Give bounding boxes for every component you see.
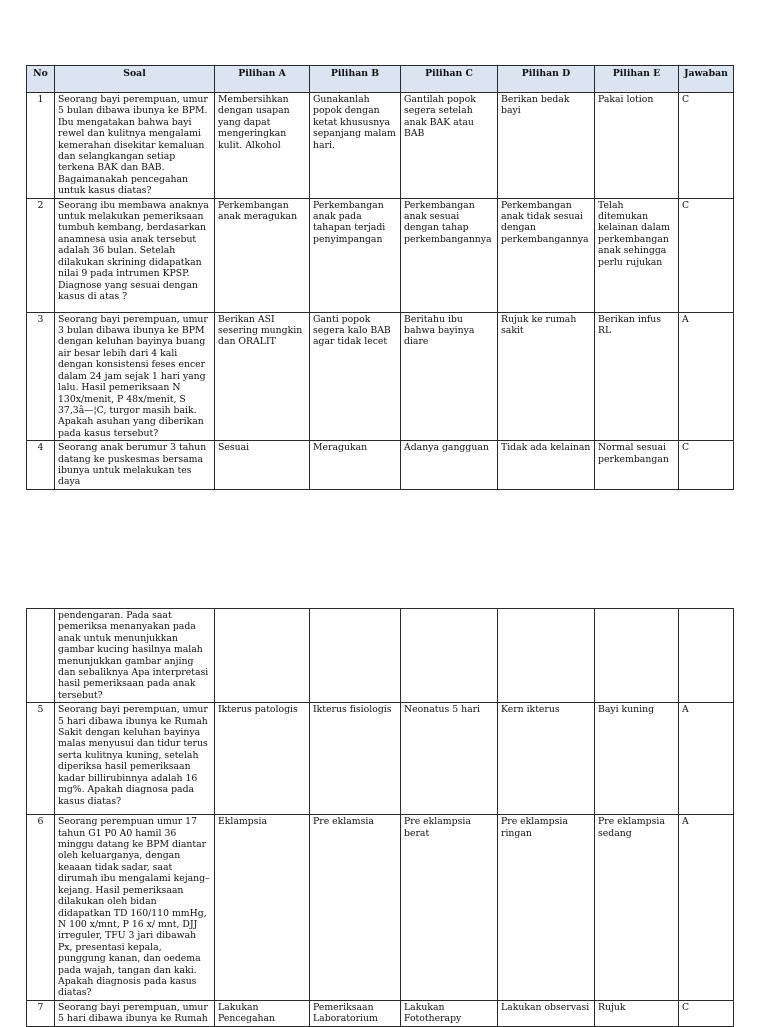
table-row <box>27 93 734 199</box>
question-table-page-2 <box>26 608 734 1027</box>
option-e: Normal sesuai perkembangan <box>595 441 679 490</box>
option-c: Beritahu ibu bahwa bayinya diare <box>401 312 498 440</box>
question-text: pendengaran. Pada saat pemeriksa menanyakan pada anak untuk menunjukkan gambar kucing hasilnya malah menunjukkan gambar anjing dan sebaliknya Apa interpretasi hasil pemeriksaan pada anak tersebut? <box>55 609 215 703</box>
option-a <box>215 609 310 703</box>
option-c: Lakukan Fototherapy <box>401 1000 498 1026</box>
header-pilihan-a: Pilihan A <box>215 66 310 93</box>
answer <box>679 609 734 703</box>
row-number: 3 <box>27 312 55 440</box>
answer: C <box>679 441 734 490</box>
option-e: Berikan infus RL <box>595 312 679 440</box>
option-a: Ikterus patologis <box>215 703 310 815</box>
option-e: Pre eklampsia sedang <box>595 815 679 1001</box>
row-number: 7 <box>27 1000 55 1026</box>
table-row <box>27 703 734 815</box>
row-number <box>27 609 55 703</box>
option-b: Meragukan <box>310 441 401 490</box>
row-number: 2 <box>27 198 55 312</box>
option-e <box>595 609 679 703</box>
question-text: Seorang ibu membawa anaknya untuk melakukan pemeriksaan tumbuh kembang, berdasarkan anamnesa usia anak tersebut adalah 36 bulan. Setelah dilakukan skrining didapatkan nilai 9 pada intrumen KPSP. Diagnose yang sesuai dengan kasus di atas ? <box>55 198 215 312</box>
header-pilihan-c: Pilihan C <box>401 66 498 93</box>
question-text: Seorang bayi perempuan, umur 5 bulan dibawa ibunya ke BPM. Ibu mengatakan bahwa bayi rewel dan kulitnya mengalami kemerahan disekitar kemaluan dan selangkangan setiap terkena BAK dan BAB. Bagaimanakah pencegahan untuk kasus diatas? <box>55 93 215 199</box>
option-a: Berikan ASI sesering mungkin dan ORALIT <box>215 312 310 440</box>
table-row <box>27 441 734 490</box>
option-e: Pakai lotion <box>595 93 679 199</box>
answer: A <box>679 815 734 1001</box>
table-row <box>27 609 734 703</box>
option-d: Lakukan observasi <box>498 1000 595 1026</box>
answer: C <box>679 1000 734 1026</box>
option-c: Gantilah popok segera setelah anak BAK atau BAB <box>401 93 498 199</box>
option-b: Pre eklamsia <box>310 815 401 1001</box>
answer: A <box>679 703 734 815</box>
header-pilihan-b: Pilihan B <box>310 66 401 93</box>
table-row <box>27 815 734 1001</box>
option-e: Telah ditemukan kelainan dalam perkembangan anak sehingga perlu rujukan <box>595 198 679 312</box>
answer: C <box>679 93 734 199</box>
option-a: Sesuai <box>215 441 310 490</box>
option-c <box>401 609 498 703</box>
row-number: 6 <box>27 815 55 1001</box>
table-row <box>27 312 734 440</box>
answer: A <box>679 312 734 440</box>
option-d: Pre eklampsia ringan <box>498 815 595 1001</box>
option-a: Lakukan Pencegahan <box>215 1000 310 1026</box>
option-d: Berikan bedak bayi <box>498 93 595 199</box>
question-text: Seorang bayi perempuan, umur 3 bulan dibawa ibunya ke BPM dengan keluhan bayinya buang air besar lebih dari 4 kali dengan konsistensi feses encer dalam 24 jam sejak 1 hari yang lalu. Hasil pemeriksaan N 130x/menit, P 48x/menit, S 37,3â—¦C, turgor masih baik. Apakah asuhan yang diberikan pada kasus tersebut? <box>55 312 215 440</box>
header-soal: Soal <box>55 66 215 93</box>
option-b: Perkembangan anak pada tahapan terjadi penyimpangan <box>310 198 401 312</box>
option-d: Rujuk ke rumah sakit <box>498 312 595 440</box>
row-number: 1 <box>27 93 55 199</box>
option-b: Gunakanlah popok dengan ketat khususnya sepanjang malam hari. <box>310 93 401 199</box>
row-number: 4 <box>27 441 55 490</box>
header-no: No <box>27 66 55 93</box>
option-b <box>310 609 401 703</box>
option-c: Perkembangan anak sesuai dengan tahap perkembangannya <box>401 198 498 312</box>
option-e: Bayi kuning <box>595 703 679 815</box>
option-d <box>498 609 595 703</box>
question-text: Seorang bayi perempuan, umur 5 hari dibawa ibunya ke Rumah <box>55 1000 215 1026</box>
row-number: 5 <box>27 703 55 815</box>
question-text: Seorang perempuan umur 17 tahun G1 P0 A0 hamil 36 minggu datang ke BPM diantar oleh keluarganya, dengan keaaan tidak sadar, saat dirumah ibu mengalami kejang–kejang. Hasil pemeriksaan dilakukan oleh bidan didapatkan TD 160/110 mmHg, N 100 x/mnt, P 16 x/ mnt, DJJ irreguler, TFU 3 jari dibawah Px, presentasi kepala, punggung kanan, dan oedema pada wajah, tangan dan kaki. Apakah diagnosis pada kasus diatas? <box>55 815 215 1001</box>
option-c: Adanya gangguan <box>401 441 498 490</box>
option-b: Pemeriksaan Laboratorium <box>310 1000 401 1026</box>
answer: C <box>679 198 734 312</box>
question-text: Seorang bayi perempuan, umur 5 hari dibawa ibunya ke Rumah Sakit dengan keluhan bayinya malas menyusui dan tidur terus serta kulitnya kuning, setelah diperiksa hasil pemeriksaan kadar billirubinnya adalah 16 mg%. Apakah diagnosa pada kasus diatas? <box>55 703 215 815</box>
question-text: Seorang anak berumur 3 tahun datang ke puskesmas bersama ibunya untuk melakukan tes daya <box>55 441 215 490</box>
option-d: Tidak ada kelainan <box>498 441 595 490</box>
table-row <box>27 1000 734 1026</box>
option-c: Pre eklampsia berat <box>401 815 498 1001</box>
option-c: Neonatus 5 hari <box>401 703 498 815</box>
option-d: Perkembangan anak tidak sesuai dengan perkembangannya <box>498 198 595 312</box>
option-b: Ganti popok segera kalo BAB agar tidak lecet <box>310 312 401 440</box>
option-b: Ikterus fisiologis <box>310 703 401 815</box>
option-e: Rujuk <box>595 1000 679 1026</box>
table-header-row <box>27 66 734 93</box>
header-pilihan-d: Pilihan D <box>498 66 595 93</box>
option-a: Eklampsia <box>215 815 310 1001</box>
option-a: Perkembangan anak meragukan <box>215 198 310 312</box>
option-a: Membersihkan dengan usapan yang dapat mengeringkan kulit. Alkohol <box>215 93 310 199</box>
header-jawaban: Jawaban <box>679 66 734 93</box>
header-pilihan-e: Pilihan E <box>595 66 679 93</box>
table-row <box>27 198 734 312</box>
option-d: Kern ikterus <box>498 703 595 815</box>
question-table-page-1 <box>26 65 734 490</box>
